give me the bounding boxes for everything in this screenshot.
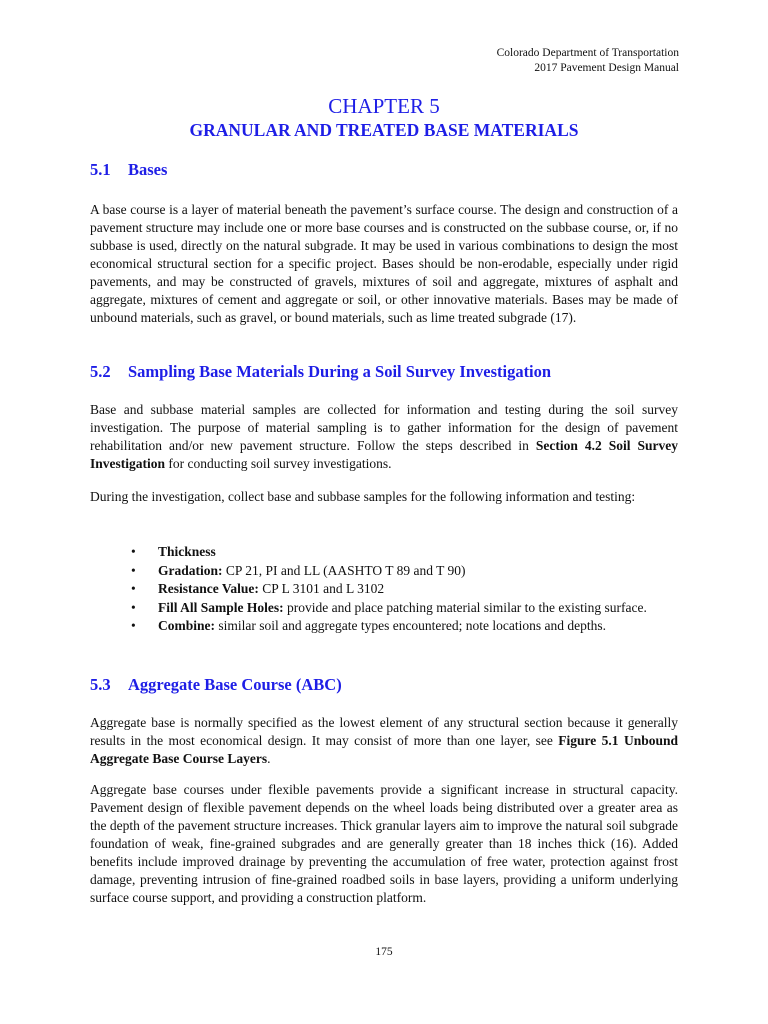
bullet-icon: • [131, 618, 136, 633]
list-item-term: Gradation: [158, 562, 223, 578]
section-number: 5.2 [90, 362, 111, 381]
paragraph-text: Aggregate base is normally specified as the lowest element of any structural section because it generally results in the most economical design. It may consist of more than one layer, see [90, 715, 678, 748]
section-heading-5-1 [90, 160, 167, 180]
list-item-text: provide and place patching material similar to the existing surface. [283, 599, 647, 615]
running-header [497, 46, 679, 75]
list-item [131, 543, 679, 562]
cross-reference-section-4-2: Section 4.2 Soil Survey Investigation [90, 438, 678, 471]
section-number: 5.1 [90, 160, 111, 179]
paragraph-text: for conducting soil survey investigations. [165, 456, 392, 471]
list-item-text: similar soil and aggregate types encountered; note locations and depths. [215, 618, 607, 633]
list-item-text: CP 21, PI and LL (AASHTO T 89 and T 90) [222, 562, 466, 578]
page-number: 175 [375, 946, 393, 958]
section-title: Bases [128, 160, 168, 179]
paragraph-text: . [267, 751, 271, 766]
paragraph-bases: A base course is a layer of material beneath the pavement’s surface course. The design and construction of a pavement structure may include one or more base courses and is constructed on the subbase course, or, if no subbase is used, directly on the natural subgrade. It may be used in various combinations to design the most economical structural section for a specific project. Bases should be non-erodable, especially under rigid pavements, and may be constructed of gravels, mixtures of soil and aggregate, mixtures of asphalt and aggregate, mixtures of cement and aggregate or soil, or other innovative materials. Bases may be made of unbound materials, such as gravel, or bound materials, such as lime treated subgrade (17). [90, 202, 678, 325]
list-item-term: Combine: [158, 618, 215, 633]
paragraph-sampling [90, 401, 678, 473]
bullet-icon: • [131, 599, 136, 615]
list-item [131, 580, 679, 599]
bullet-icon: • [131, 581, 136, 596]
header-manual-title: 2017 Pavement Design Manual [534, 61, 679, 74]
bullet-icon: • [131, 562, 136, 578]
testing-bullet-list [131, 543, 679, 636]
section-title: Sampling Base Materials During a Soil Survey Investigation [128, 362, 552, 381]
list-item [131, 599, 679, 618]
chapter-title: GRANULAR AND TREATED BASE MATERIALS [189, 120, 579, 140]
list-item-term: Fill All Sample Holes: [158, 599, 284, 615]
section-number: 5.3 [90, 675, 111, 694]
list-item-term: Resistance Value: [158, 581, 259, 596]
section-heading-5-3 [90, 675, 342, 695]
list-item-term: Thickness [158, 544, 216, 559]
list-item-text: CP L 3101 and L 3102 [258, 581, 385, 596]
list-item [131, 562, 679, 581]
header-organization: Colorado Department of Transportation [496, 47, 679, 59]
paragraph-flexible-pavements: Aggregate base courses under flexible pavements provide a significant increase in structural capacity. Pavement design of flexible pavement depends on the wheel loads being distributed over a greater area as the depth of the pavement structure increases. Thick granular layers aim to improve the natural soil subgrade foundation of weak, fine-grained subgrades and are generally greater than 18 inches thick (16). Added benefits include improved drainage by preventing the accumulation of free water, protection against frost damage, preventing intrusion of fine-grained roadbed soils in base layers, providing a uniform underlying surface course support, and providing a construction platform. [90, 782, 678, 905]
bullet-icon: • [131, 544, 136, 559]
chapter-label: CHAPTER 5 [328, 94, 440, 118]
section-heading-5-2 [90, 362, 551, 382]
cross-reference-figure-5-1: Figure 5.1 Unbound Aggregate Base Course Layers [90, 733, 678, 766]
paragraph-text: Base and subbase material samples are collected for information and testing during the soil survey investigation. The purpose of material sampling is to gather information for the design of pavement rehabilitation and/or new pavement structure. Follow the steps described in [90, 402, 678, 453]
paragraph-investigation: During the investigation, collect base and subbase samples for the following information and testing: [90, 489, 636, 504]
paragraph-aggregate-base [90, 714, 678, 768]
list-item [131, 617, 679, 636]
section-title: Aggregate Base Course (ABC) [128, 675, 342, 694]
